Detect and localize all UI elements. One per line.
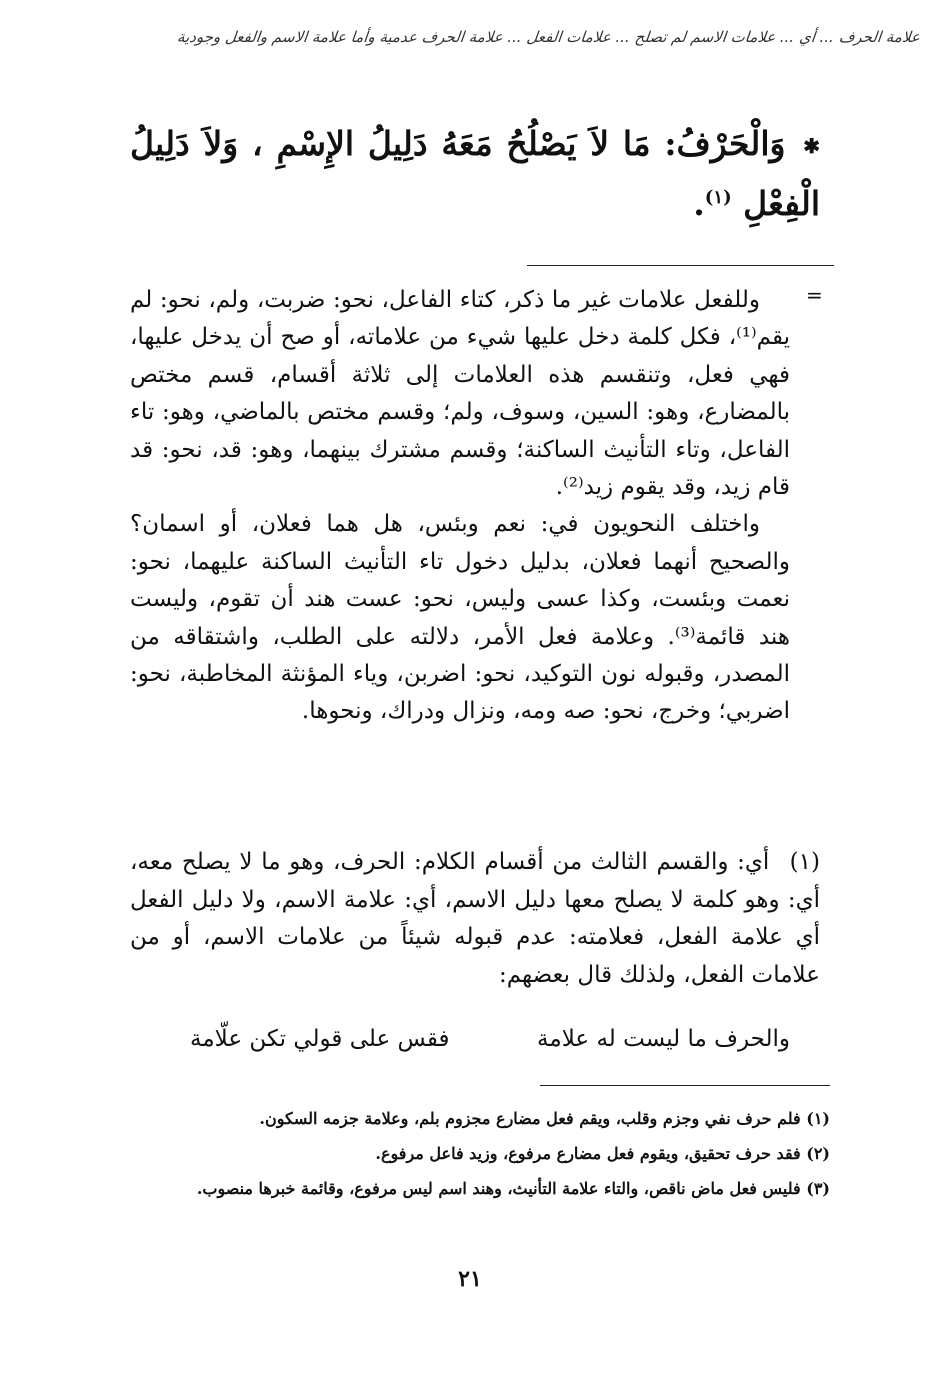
main-text-body: مَا لاَ يَصْلُحُ مَعَهُ دَلِيلُ الإِسْمِ ، وَلاَ دَلِيلُ الْفِعْلِ bbox=[130, 124, 820, 223]
note-1 bbox=[130, 844, 820, 994]
footnote: (١) فلم حرف نفي وجزم وقلب، ويقم فعل مضارع مجزوم بلم، وعلامة جزمه السكون. bbox=[259, 1109, 830, 1128]
verse bbox=[190, 1021, 790, 1058]
verse-second-hemistich: فقس على قولي تكن علّامة bbox=[190, 1026, 450, 1052]
commentary-paragraph: وللفعل علامات غير ما ذكر، كتاء الفاعل، نحو: ضربت، ولم، نحو: لم يقم⁽¹⁾، فكل كلمة دخل عليها شيء من علاماته، أو صح أن يدخل عليها، فهي فعل، وتنقسم هذه العلامات إلى ثلاثة أقسام، قسم مختص بالمضارع، وهو: السين، وسوف، ولم؛ وقسم مختص بالماضي، وهو: تاء الفاعل، وتاء التأنيث الساكنة؛ وقسم مشترك بينهما، وهو: قد، نحو: قد قام زيد، وقد يقوم زيد⁽²⁾. bbox=[130, 287, 790, 501]
main-text-lead: وَالْحَرْفُ: bbox=[664, 124, 786, 163]
handwritten-note: علامة الحرف ... أي ... علامات الاسم لم تصلح ... علامات الفعل ... علامة الحرف عدمية وأما علامة الاسم والفعل وجودية bbox=[176, 28, 921, 46]
commentary-paragraph: واختلف النحويون في: نعم وبئس، هل هما فعلان، أو اسمان؟ والصحيح أنهما فعلان، بدليل دخول تاء التأنيث الساكنة عليهما، نحو: نعمت وبئست، وكذا عسى وليس، نحو: عست هند أن تقوم، وليست هند قائمة⁽³⁾. وعلامة فعل الأمر، دلالته على الطلب، واشتقاقه من المصدر، وقبوله نون التوكيد، نحو: اضربن، وياء المؤنثة المخاطبة، نحو: اضربي؛ وخرج، نحو: صه ومه، ونزال ودراك، ونحوها. bbox=[130, 511, 790, 725]
footnote-divider bbox=[540, 1085, 830, 1086]
verse-first-hemistich: والحرف ما ليست له علامة bbox=[537, 1026, 790, 1052]
main-text: ✱ وَالْحَرْفُ: مَا لاَ يَصْلُحُ مَعَهُ دَلِيلُ الإِسْمِ ، وَلاَ دَلِيلُ الْفِعْلِ $^{(١)}$. bbox=[130, 124, 820, 223]
main-text-ref: (١) bbox=[704, 187, 732, 208]
footnote: (٢) فقد حرف تحقيق، ويقوم فعل مضارع مرفوع، وزيد فاعل مرفوع. bbox=[375, 1144, 830, 1163]
note-number: (١) bbox=[789, 849, 820, 875]
continuation-mark: = bbox=[806, 283, 823, 307]
note-text: أي: والقسم الثالث من أقسام الكلام: الحرف، وهو ما لا يصلح معه، أي: وهو كلمة لا يصلح معها دليل الاسم، أي: علامة الاسم، ولا دليل الفعل أي علامة الفعل، فعلامته: عدم قبوله شيئاً من علامات الاسم، أو من علامات الفعل، ولذلك قال بعضهم: bbox=[130, 849, 820, 988]
footnote: (٣) فليس فعل ماض ناقص، والتاء علامة التأنيث، وهند اسم ليس مرفوع، وقائمة خبرها منصوب. bbox=[196, 1179, 830, 1198]
commentary bbox=[130, 282, 790, 731]
star-icon: ✱ bbox=[803, 134, 820, 158]
page-number: ٢١ bbox=[458, 1266, 482, 1292]
divider bbox=[527, 265, 834, 266]
